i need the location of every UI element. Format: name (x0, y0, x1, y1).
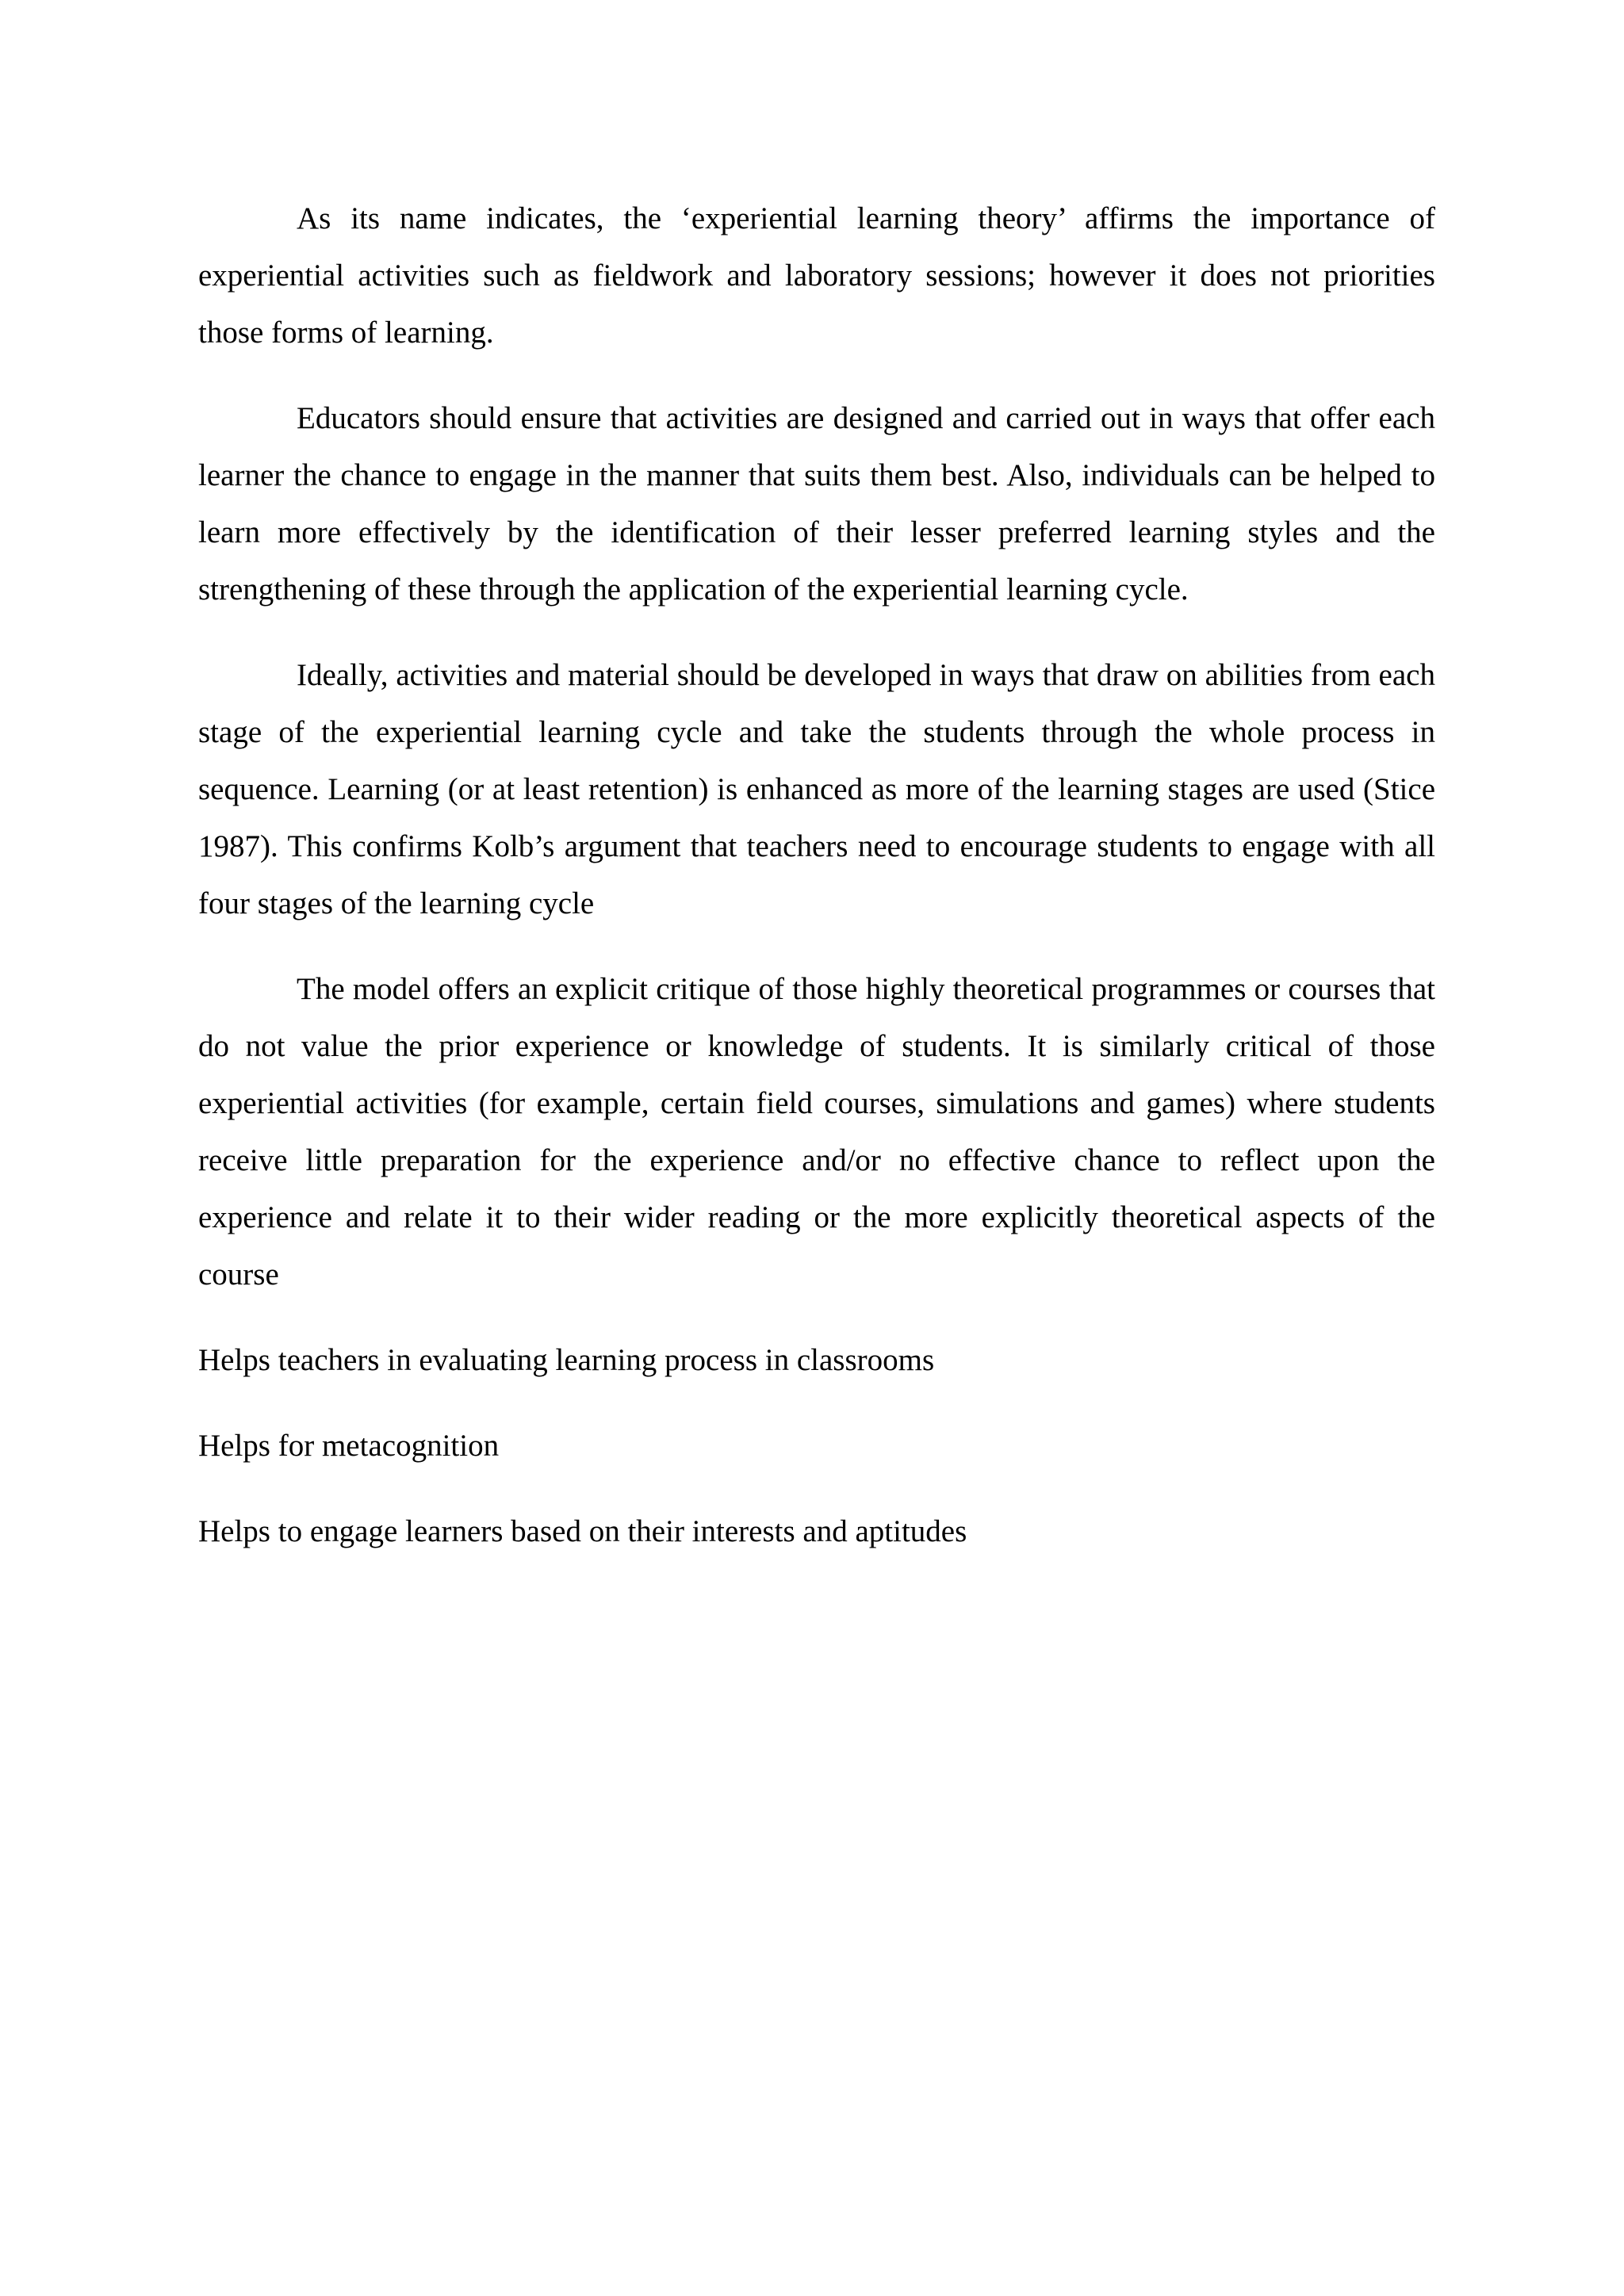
benefit-line-metacognition: Helps for metacognition (198, 1429, 500, 1463)
paragraph-experiential-theory: As its name indicates, the ‘experiential learning theory’ affirms the importance of experiential activities such as fieldwork and laboratory sessions; however it does not priorities those forms of learning. (198, 201, 1435, 350)
paragraph-ideally: Ideally, activities and material should be developed in ways that draw on abilities from each stage of the experiential learning cycle and take the students through the whole process in sequence. Learning (or at least retention) is enhanced as more of the learning stages are used (Stice 1987). This confirms Kolb’s argument that teachers need to encourage students to engage with all four stages of the learning cycle (198, 658, 1435, 920)
benefit-line-engage: Helps to engage learners based on their interests and aptitudes (198, 1514, 967, 1548)
paragraph-model-critique: The model offers an explicit critique of those highly theoretical programmes or courses that do not value the prior experience or knowledge of students. It is similarly critical of those experiential activities (for example, certain field courses, simulations and games) where students receive little preparation for the experience and/or no effective chance to reflect upon the experience and relate it to their wider reading or the more explicitly theoretical aspects of the course (198, 972, 1435, 1292)
benefit-line-evaluating: Helps teachers in evaluating learning process in classrooms (198, 1343, 935, 1377)
paragraph-educators: Educators should ensure that activities are designed and carried out in ways that offer each learner the chance to engage in the manner that suits them best. Also, individuals can be helped to learn more effectively by the identification of their lesser preferred learning styles and the strengthening of these through the application of the experiential learning cycle. (198, 401, 1435, 607)
document-body (198, 190, 1435, 1589)
